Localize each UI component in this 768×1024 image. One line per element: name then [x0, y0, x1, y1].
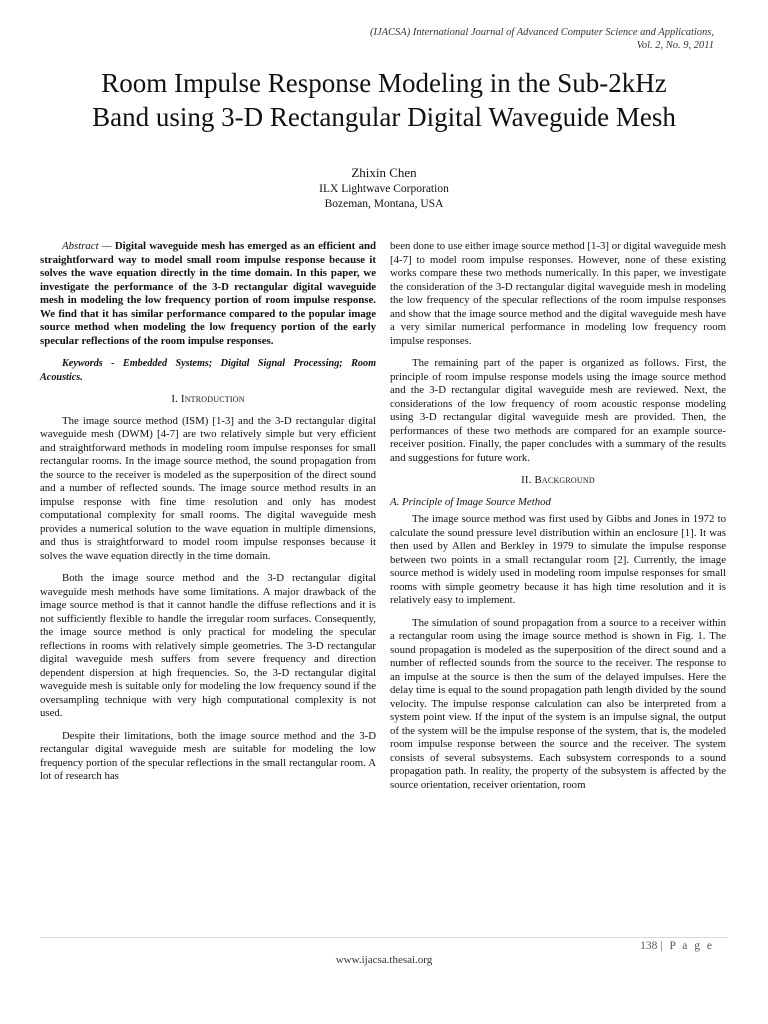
- author-name: Zhixin Chen: [351, 165, 417, 180]
- author-affiliation: ILX Lightwave Corporation: [319, 183, 449, 195]
- author-location: Bozeman, Montana, USA: [324, 197, 444, 210]
- journal-header: [234, 26, 714, 52]
- author-affiliation-block: [0, 182, 768, 211]
- keywords: Keywords - Embedded Systems; Digital Signal Processing; Room Acoustics.: [40, 358, 376, 383]
- intro-paragraph-1: The image source method (ISM) [1-3] and the 3-D rectangular digital waveguide mesh (DWM) [4-7] are two relatively simple but very efficient and straightforward methods in modeling room impulse responses for small rectangular rooms. In the image source method, the sound propagation from the source to the receiver is modeled as the superposition of the direct sound and a number of reflected sounds. The image source method results in an impulse response with fine time resolution and only has modest computational complexity for small rooms. The digital waveguide mesh provides a numerical solution to the wave equation in multiple dimensions, and thus is straightforward to model room impulse responses because it solves the wave equation directly in the time domain.: [40, 414, 376, 562]
- abstract-label: Abstract —: [62, 240, 112, 252]
- footer-divider: [40, 937, 728, 938]
- journal-name: (IJACSA) International Journal of Advanced Computer Science and Applications,: [369, 27, 714, 38]
- title-line-2: Band using 3-D Rectangular Digital Waveguide Mesh: [92, 102, 676, 132]
- footer-website: www.ijacsa.thesai.org: [335, 954, 433, 966]
- abstract-text: Digital waveguide mesh has emerged as an efficient and straightforward way to model small room impulse response because it solves the wave equation directly in the time domain. In this paper, we investigate the performance of the 3-D rectangular digital waveguide mesh in modeling the low frequency portion of room impulse response. We find that it has similar performance compared to the popular image source method when modeling the low frequency portion of the early specular reflections of the room impulse responses.: [40, 240, 376, 347]
- journal-volume: Vol. 2, No. 9, 2011: [636, 40, 714, 51]
- subsection-heading-image-source: A. Principle of Image Source Method: [390, 495, 551, 508]
- section-heading-introduction: I. Introduction: [171, 393, 245, 405]
- paper-title: [40, 66, 728, 134]
- page-label: | P a g e: [660, 940, 714, 952]
- intro-paragraph-2: Both the image source method and the 3-D rectangular digital waveguide mesh methods have some limitations. A major drawback of the image source method is that it cannot handle the diffuse reflections and it is not sufficiently flexible to handle the irregular room surfaces. Consequently, the image source method is only practical for modeling the specular reflections in rooms with relatively simple geometries. The 3-D rectangular digital waveguide mesh suffers from severe frequency and direction dependent dispersion at high frequencies. So, the 3-D rectangular digital waveguide mesh is suitable only for modeling the low frequency sound if the oversampling technique with very high computational complexity is not used.: [40, 572, 376, 719]
- intro-paragraph-5: The remaining part of the paper is organized as follows. First, the principle of room impulse response models using the image source method and the 3-D rectangular digital waveguide mesh are reviewed. Next, the considerations of the low frequency of room acoustic response modeling using 3-D rectangular digital waveguide mesh are provided. Then, the performances of these two methods are compared for an example source-receiver position. Finally, the paper concludes with a summary of the results and suggestions for future work.: [390, 357, 726, 464]
- section-heading-background: II. Background: [521, 474, 595, 486]
- intro-paragraph-3: Despite their limitations, both the image source method and the 3-D rectangular digital waveguide mesh are suitable for modeling the low frequency portion of the specular reflections in the small rectangular room. A lot of research has: [40, 729, 376, 782]
- title-line-1: Room Impulse Response Modeling in the Sub-2kHz: [101, 68, 667, 98]
- background-paragraph-1: The image source method was first used by Gibbs and Jones in 1972 to calculate the sound pressure level distribution within an enclosure [1]. It was then used by Allen and Berkley in 1979 to simulate the impulse response between two points in a small rectangular room [2]. Currently, the image source method is widely used in modeling room impulse responses for small rooms with simple geometry because it has high time resolution and it is relatively easy to implement.: [390, 513, 726, 606]
- abstract: [40, 240, 376, 348]
- page-number: [640, 940, 714, 952]
- page-number-value: 138: [640, 940, 658, 952]
- background-paragraph-2: The simulation of sound propagation from a source to a receiver within a rectangular room using the image source method is shown in Fig. 1. The sound propagation is modeled as the superposition of the direct sound and a number of reflected sounds from the source to the receiver. The response to an impulse at the source is then the sum of the delayed impulses. Here the delay time is equal to the sound propagation path length divided by the sound velocity. The impulse response calculation can also be interpreted from a system point view. If the input of the system is an impulse signal, the output of the system will be the impulse response of the system, that is, the modeled room impulse response between the source and the receiver. The system consists of several subsystems. Each subsystem corresponds to a sound propagation path. In reality, the property of the subsystem is affected by the source orientation, receiver orientation, room: [390, 616, 726, 791]
- intro-paragraph-4: been done to use either image source method [1-3] or digital waveguide mesh [4-7] to model room impulse responses. However, none of these existing works compare these two methods numerically. In this paper, we investigate the consideration of the 3-D rectangular digital waveguide mesh in modeling the low frequency of the specular reflections of the room impulse responses and show that the image source method and the digital waveguide mesh have a very similar numerical performance in modeling low frequency room impulse responses.: [390, 240, 726, 347]
- left-column: [40, 240, 376, 793]
- right-column: [390, 240, 726, 801]
